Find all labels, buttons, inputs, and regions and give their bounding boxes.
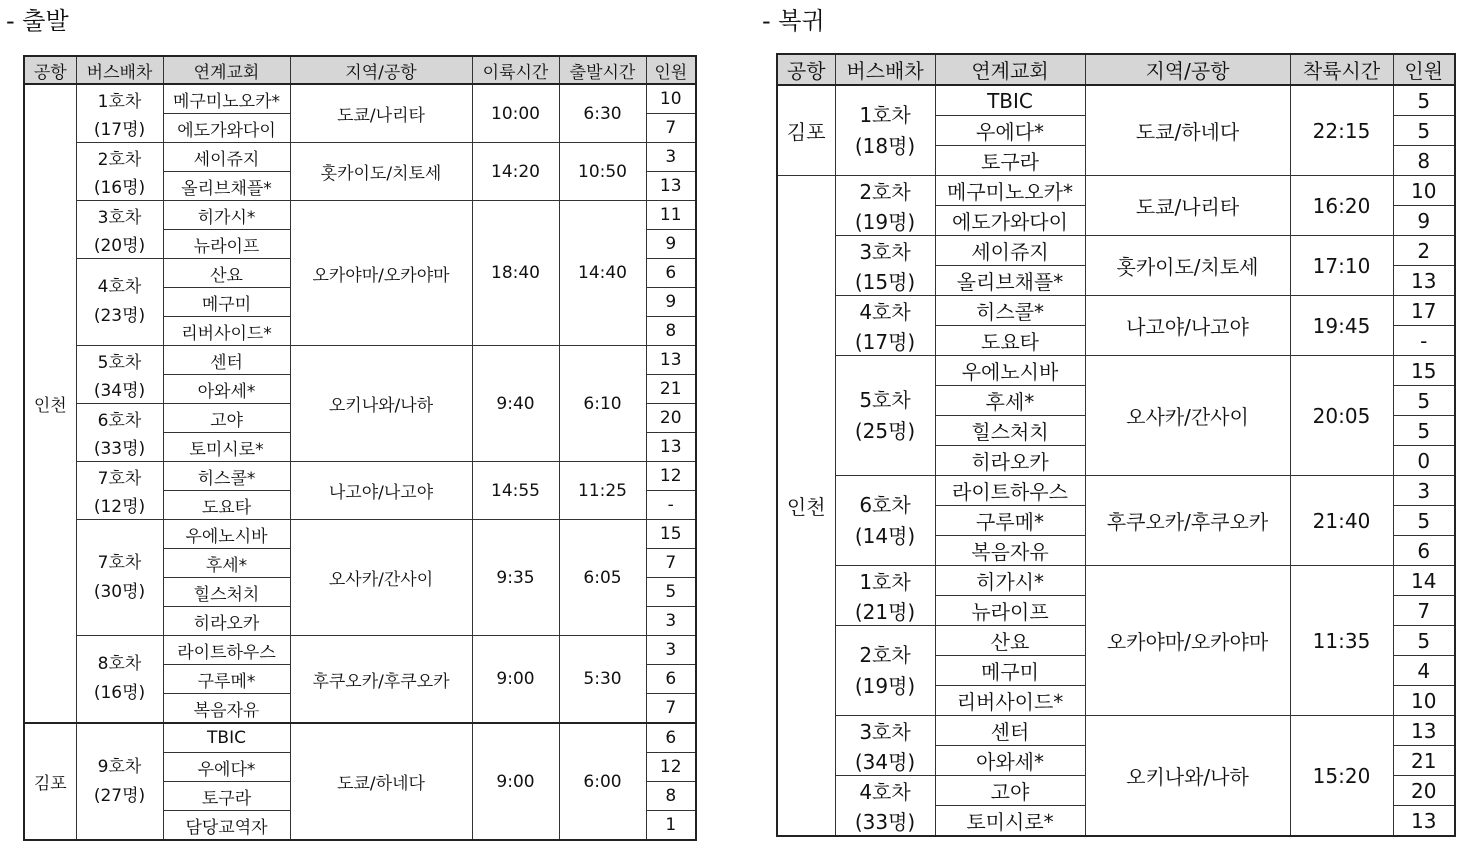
bus-cell: 3호차 xyxy=(835,716,935,746)
table-row xyxy=(777,716,1455,746)
region-cell: 오카야마/오카야마 xyxy=(290,201,472,346)
table-header-row xyxy=(777,54,1455,85)
church-cell: 구루메* xyxy=(163,665,290,694)
church-cell: TBIC xyxy=(935,85,1085,116)
church-cell: 우에다* xyxy=(935,116,1085,146)
church-cell: 메구미노오카* xyxy=(163,84,290,114)
bus-cell xyxy=(835,476,935,566)
airport-cell: 인천 xyxy=(777,176,835,837)
church-cell: 토구라 xyxy=(163,782,290,811)
bus-cell: (12명) xyxy=(76,491,163,520)
takeoff-time-cell: 18:40 xyxy=(472,201,559,346)
church-cell: 메구미 xyxy=(163,288,290,317)
count-cell: 10 xyxy=(1393,686,1455,716)
table-row xyxy=(777,566,1455,596)
bus-number: 1호차 xyxy=(859,102,911,127)
church-cell: 히스콜* xyxy=(163,462,290,491)
church-cell: 리버사이드* xyxy=(163,317,290,346)
church-cell: 후세* xyxy=(935,386,1085,416)
return-title: - 복귀 xyxy=(762,7,825,35)
count-cell: 11 xyxy=(646,201,696,230)
count-cell: 7 xyxy=(646,549,696,578)
bus-number: 9호차 xyxy=(97,756,142,777)
count-cell: 15 xyxy=(646,520,696,549)
count-cell: 10 xyxy=(1393,176,1455,206)
table-row xyxy=(24,723,696,753)
bus-cell: 4호차 xyxy=(835,776,935,806)
departure-title: - 출발 xyxy=(6,7,69,35)
landing-time-cell: 20:05 xyxy=(1290,356,1393,476)
landing-time-cell: 22:15 xyxy=(1290,85,1393,176)
bus-cell: (33명) xyxy=(76,433,163,462)
table-header-row xyxy=(24,56,696,84)
bus-cell: 3호차 xyxy=(76,201,163,230)
takeoff-time-cell: 9:00 xyxy=(472,636,559,724)
departure-time-cell: 11:25 xyxy=(559,462,646,520)
bus-cell: (16명) xyxy=(76,172,163,201)
header-cell: 연계교회 xyxy=(163,56,290,84)
bus-cell: (34명) xyxy=(835,746,935,776)
bus-cell: (17명) xyxy=(76,114,163,143)
church-cell: 담당교역자 xyxy=(163,811,290,841)
count-cell: 5 xyxy=(1393,416,1455,446)
header-cell: 공항 xyxy=(777,54,835,85)
count-cell: 3 xyxy=(646,607,696,636)
bus-size: (23명) xyxy=(93,306,146,326)
count-cell: 5 xyxy=(646,578,696,607)
table-row xyxy=(777,85,1455,116)
table-row xyxy=(24,84,696,114)
header-cell: 공항 xyxy=(24,56,76,84)
church-cell: 세이쥬지 xyxy=(935,236,1085,266)
count-cell: 12 xyxy=(646,753,696,782)
bus-size: (14명) xyxy=(854,523,916,548)
region-cell: 홋카이도/치토세 xyxy=(1085,236,1290,296)
takeoff-time-cell: 9:35 xyxy=(472,520,559,636)
church-cell: 메구미노오카* xyxy=(935,176,1085,206)
church-cell: 토구라 xyxy=(935,146,1085,176)
bus-cell xyxy=(76,723,163,840)
takeoff-time-cell: 9:40 xyxy=(472,346,559,462)
region-cell: 후쿠오카/후쿠오카 xyxy=(290,636,472,724)
bus-number: 6호차 xyxy=(859,492,911,517)
church-cell: 라이트하우스 xyxy=(935,476,1085,506)
table-row xyxy=(24,520,696,549)
region-cell: 도쿄/나리타 xyxy=(1085,176,1290,236)
church-cell: 도요타 xyxy=(163,491,290,520)
table-row xyxy=(24,346,696,375)
church-cell: 히가시* xyxy=(163,201,290,230)
airport-cell: 김포 xyxy=(777,85,835,176)
bus-cell: (34명) xyxy=(76,375,163,404)
region-cell: 도쿄/나리타 xyxy=(290,84,472,143)
church-cell: 복음자유 xyxy=(935,536,1085,566)
count-cell: 7 xyxy=(646,114,696,143)
table-row xyxy=(24,462,696,491)
header-cell: 인원 xyxy=(646,56,696,84)
church-cell: 우에노시바 xyxy=(163,520,290,549)
count-cell: 6 xyxy=(646,259,696,288)
takeoff-time-cell: 14:20 xyxy=(472,143,559,201)
bus-cell: 1호차 xyxy=(835,566,935,596)
header-cell: 인원 xyxy=(1393,54,1455,85)
table-row xyxy=(777,476,1455,506)
count-cell: 13 xyxy=(1393,716,1455,746)
church-cell: 센터 xyxy=(163,346,290,375)
church-cell: 라이트하우스 xyxy=(163,636,290,665)
church-cell: 후세* xyxy=(163,549,290,578)
landing-time-cell: 19:45 xyxy=(1290,296,1393,356)
church-cell: 고야 xyxy=(935,776,1085,806)
count-cell: 0 xyxy=(1393,446,1455,476)
bus-size: (27명) xyxy=(93,785,146,806)
count-cell: 4 xyxy=(1393,656,1455,686)
takeoff-time-cell: 14:55 xyxy=(472,462,559,520)
header-cell: 착륙시간 xyxy=(1290,54,1393,85)
count-cell: 8 xyxy=(1393,146,1455,176)
count-cell: 8 xyxy=(646,782,696,811)
bus-cell: 6호차 xyxy=(76,404,163,433)
count-cell: 15 xyxy=(1393,356,1455,386)
church-cell: 올리브채플* xyxy=(935,266,1085,296)
count-cell: 13 xyxy=(646,172,696,201)
departure-time-cell: 6:00 xyxy=(559,723,646,840)
count-cell: 13 xyxy=(1393,266,1455,296)
departure-time-cell: 6:10 xyxy=(559,346,646,462)
header-cell: 지역/공항 xyxy=(1085,54,1290,85)
count-cell: 7 xyxy=(1393,596,1455,626)
table-row xyxy=(777,296,1455,326)
count-cell: 6 xyxy=(646,723,696,753)
departure-time-cell: 10:50 xyxy=(559,143,646,201)
bus-cell xyxy=(835,626,935,716)
count-cell: 12 xyxy=(646,462,696,491)
bus-cell: (19명) xyxy=(835,206,935,236)
count-cell: 9 xyxy=(646,288,696,317)
church-cell: 뉴라이프 xyxy=(163,230,290,259)
church-cell: TBIC xyxy=(163,723,290,753)
church-cell: 히스콜* xyxy=(935,296,1085,326)
count-cell: 21 xyxy=(646,375,696,404)
count-cell: 13 xyxy=(646,433,696,462)
count-cell: 13 xyxy=(1393,806,1455,837)
count-cell: 21 xyxy=(1393,746,1455,776)
count-cell: 6 xyxy=(1393,536,1455,566)
bus-cell: 4호차 xyxy=(835,296,935,326)
bus-size: (19명) xyxy=(854,673,916,698)
church-cell: 올리브채플* xyxy=(163,172,290,201)
takeoff-time-cell: 9:00 xyxy=(472,723,559,840)
bus-cell: 7호차 xyxy=(76,462,163,491)
bus-cell: 3호차 xyxy=(835,236,935,266)
header-cell: 버스배차 xyxy=(835,54,935,85)
departure-table xyxy=(23,55,697,841)
count-cell: 5 xyxy=(1393,116,1455,146)
church-cell: 세이쥬지 xyxy=(163,143,290,172)
header-cell: 지역/공항 xyxy=(290,56,472,84)
bus-cell: 2호차 xyxy=(76,143,163,172)
church-cell: 토미시로* xyxy=(163,433,290,462)
count-cell: 5 xyxy=(1393,386,1455,416)
departure-time-cell: 5:30 xyxy=(559,636,646,724)
bus-cell: (15명) xyxy=(835,266,935,296)
church-cell: 우에노시바 xyxy=(935,356,1085,386)
church-cell: 고야 xyxy=(163,404,290,433)
count-cell: 9 xyxy=(1393,206,1455,236)
bus-cell: (20명) xyxy=(76,230,163,259)
count-cell: - xyxy=(646,491,696,520)
header-cell: 연계교회 xyxy=(935,54,1085,85)
region-cell: 후쿠오카/후쿠오카 xyxy=(1085,476,1290,566)
count-cell: 17 xyxy=(1393,296,1455,326)
bus-cell: 5호차 xyxy=(76,346,163,375)
region-cell: 나고야/나고야 xyxy=(290,462,472,520)
count-cell: 2 xyxy=(1393,236,1455,266)
bus-cell: (33명) xyxy=(835,806,935,837)
table-row xyxy=(24,201,696,230)
bus-number: 4호차 xyxy=(97,277,142,297)
church-cell: 센터 xyxy=(935,716,1085,746)
departure-time-cell: 14:40 xyxy=(559,201,646,346)
landing-time-cell: 17:10 xyxy=(1290,236,1393,296)
count-cell: 20 xyxy=(646,404,696,433)
bus-number: 7호차 xyxy=(97,552,142,573)
header-cell: 이륙시간 xyxy=(472,56,559,84)
region-cell: 도쿄/하네다 xyxy=(290,723,472,840)
church-cell: 리버사이드* xyxy=(935,686,1085,716)
table-row xyxy=(777,356,1455,386)
church-cell: 우에다* xyxy=(163,753,290,782)
count-cell: 20 xyxy=(1393,776,1455,806)
bus-cell: (21명) xyxy=(835,596,935,626)
takeoff-time-cell: 10:00 xyxy=(472,84,559,143)
region-cell: 도쿄/하네다 xyxy=(1085,85,1290,176)
airport-cell: 인천 xyxy=(24,84,76,723)
count-cell: 1 xyxy=(646,811,696,841)
bus-cell xyxy=(835,356,935,476)
church-cell: 메구미 xyxy=(935,656,1085,686)
table-row xyxy=(24,636,696,665)
landing-time-cell: 16:20 xyxy=(1290,176,1393,236)
bus-cell xyxy=(76,259,163,346)
count-cell: 10 xyxy=(646,84,696,114)
header-cell: 버스배차 xyxy=(76,56,163,84)
church-cell: 산요 xyxy=(163,259,290,288)
church-cell: 토미시로* xyxy=(935,806,1085,837)
church-cell: 히라오카 xyxy=(935,446,1085,476)
bus-size: (25명) xyxy=(854,418,916,443)
church-cell: 산요 xyxy=(935,626,1085,656)
region-cell: 홋카이도/치토세 xyxy=(290,143,472,201)
departure-time-cell: 6:30 xyxy=(559,84,646,143)
bus-number: 2호차 xyxy=(859,642,911,667)
count-cell: 9 xyxy=(646,230,696,259)
departure-time-cell: 6:05 xyxy=(559,520,646,636)
count-cell: 5 xyxy=(1393,506,1455,536)
church-cell: 에도가와다이 xyxy=(935,206,1085,236)
bus-cell xyxy=(835,85,935,176)
landing-time-cell: 21:40 xyxy=(1290,476,1393,566)
count-cell: 5 xyxy=(1393,85,1455,116)
bus-cell xyxy=(76,636,163,724)
airport-cell: 김포 xyxy=(24,723,76,840)
count-cell: 6 xyxy=(646,665,696,694)
bus-number: 8호차 xyxy=(97,654,142,674)
church-cell: 구루메* xyxy=(935,506,1085,536)
landing-time-cell: 15:20 xyxy=(1290,716,1393,837)
table-row xyxy=(777,236,1455,266)
count-cell: 13 xyxy=(646,346,696,375)
church-cell: 아와세* xyxy=(935,746,1085,776)
bus-cell: (17명) xyxy=(835,326,935,356)
church-cell: 히가시* xyxy=(935,566,1085,596)
church-cell: 힐스처치 xyxy=(935,416,1085,446)
count-cell: 3 xyxy=(646,636,696,665)
bus-cell: 1호차 xyxy=(76,84,163,114)
count-cell: 3 xyxy=(1393,476,1455,506)
region-cell: 오키나와/나하 xyxy=(290,346,472,462)
church-cell: 뉴라이프 xyxy=(935,596,1085,626)
count-cell: 5 xyxy=(1393,626,1455,656)
count-cell: 3 xyxy=(646,143,696,172)
region-cell: 오사카/간사이 xyxy=(1085,356,1290,476)
church-cell: 아와세* xyxy=(163,375,290,404)
landing-time-cell: 11:35 xyxy=(1290,566,1393,716)
church-cell: 힐스처치 xyxy=(163,578,290,607)
church-cell: 에도가와다이 xyxy=(163,114,290,143)
region-cell: 나고야/나고야 xyxy=(1085,296,1290,356)
bus-number: 5호차 xyxy=(859,387,911,412)
region-cell: 오카야마/오카야마 xyxy=(1085,566,1290,716)
count-cell: - xyxy=(1393,326,1455,356)
return-table xyxy=(776,53,1456,837)
header-cell: 출발시간 xyxy=(559,56,646,84)
table-row xyxy=(24,143,696,172)
region-cell: 오사카/간사이 xyxy=(290,520,472,636)
region-cell: 오키나와/나하 xyxy=(1085,716,1290,837)
church-cell: 도요타 xyxy=(935,326,1085,356)
bus-cell xyxy=(76,520,163,636)
church-cell: 복음자유 xyxy=(163,694,290,724)
bus-cell: 2호차 xyxy=(835,176,935,206)
count-cell: 14 xyxy=(1393,566,1455,596)
bus-size: (30명) xyxy=(93,581,146,602)
bus-size: (16명) xyxy=(93,683,146,703)
count-cell: 8 xyxy=(646,317,696,346)
bus-size: (18명) xyxy=(854,133,916,158)
count-cell: 7 xyxy=(646,694,696,724)
table-row xyxy=(777,176,1455,206)
church-cell: 히라오카 xyxy=(163,607,290,636)
